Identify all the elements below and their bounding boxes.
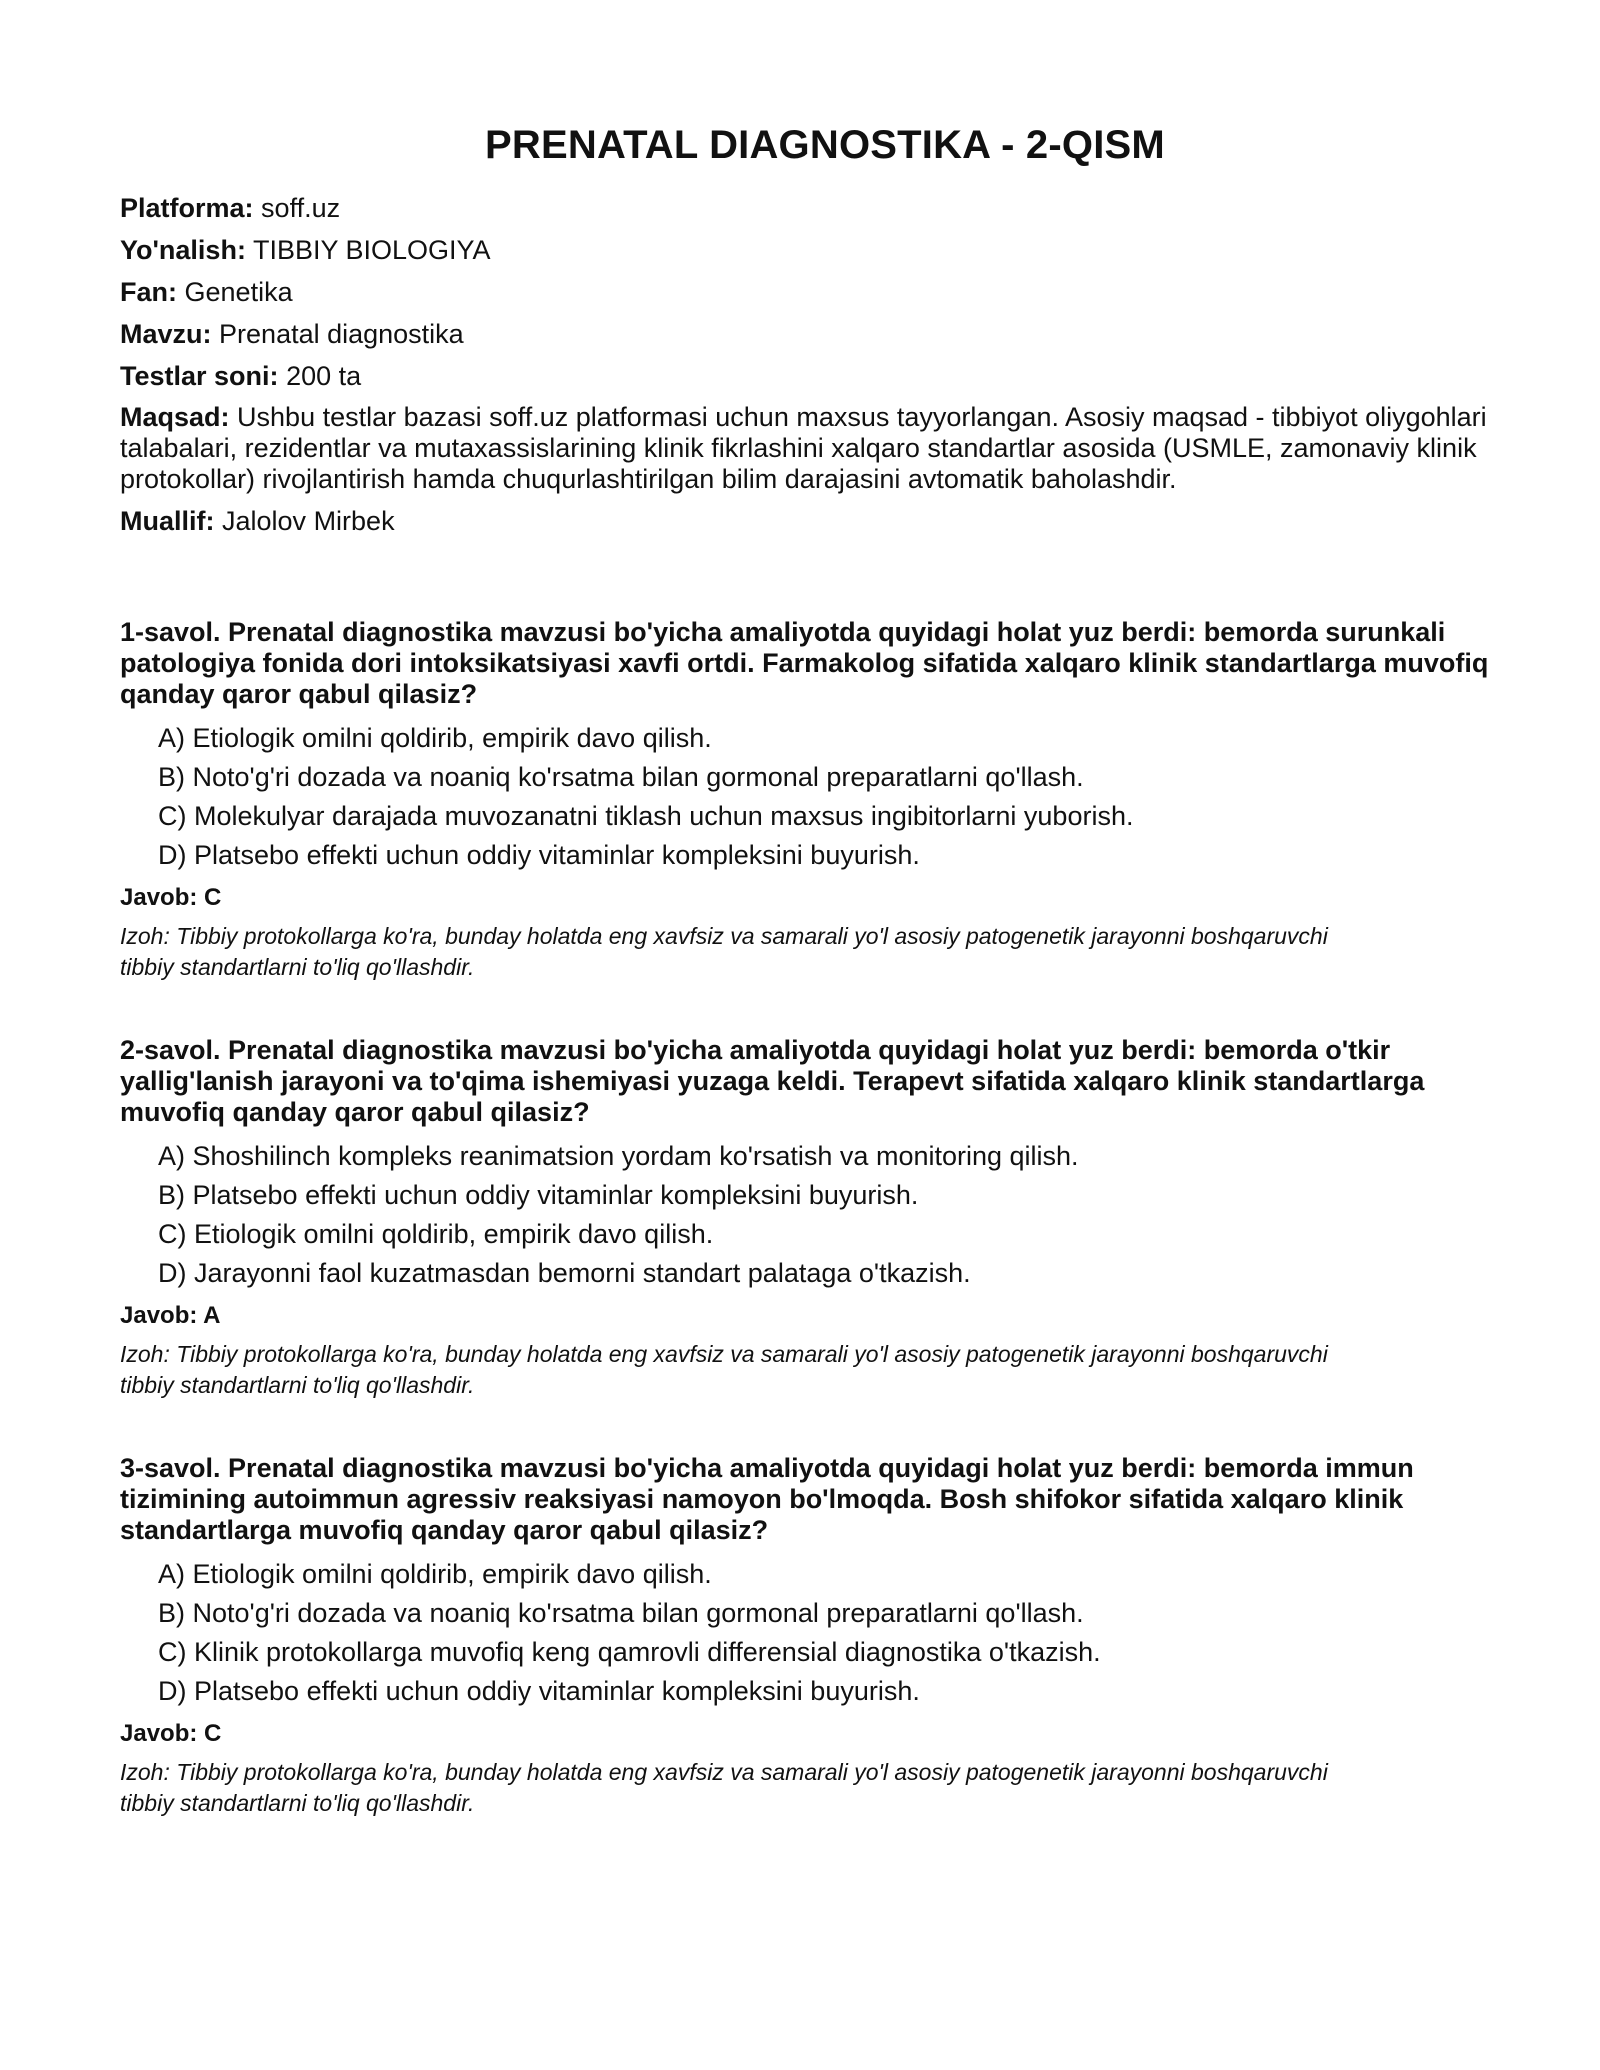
answer-value: A — [203, 1302, 221, 1329]
answer-label: Javob: — [120, 1720, 198, 1747]
question-1 — [120, 617, 1490, 983]
document-title: PRENATAL DIAGNOSTIKA - 2-QISM — [485, 123, 1165, 167]
document-page — [120, 120, 1490, 1871]
option-c: C) Etiologik omilni qoldirib, empirik davo qilish. — [158, 1219, 714, 1249]
meta-value: Ushbu testlar bazasi soff.uz platformasi uchun maxsus tayyorlangan. Asosiy maqsad - tibbiyot oliygohlari talabalari, rezidentlar va mutaxassislarining klinik fikrlashini xalqaro standartlar asosida (USMLE, zamonaviy klinik protokollar) rivojlantirish hamda chuqurlashtirilgan bilim darajasini avtomatik baholashdir. — [120, 402, 1487, 494]
questions-list — [120, 617, 1490, 1819]
meta-mavzu — [120, 318, 1490, 350]
option-a: A) Shoshilinch kompleks reanimatsion yordam ko'rsatish va monitoring qilish. — [158, 1141, 1079, 1171]
option-c: C) Klinik protokollarga muvofiq keng qamrovli differensial diagnostika o'tkazish. — [158, 1637, 1101, 1667]
meta-value: Prenatal diagnostika — [219, 319, 464, 349]
option-b: B) Noto'g'ri dozada va noaniq ko'rsatma bilan gormonal preparatlarni qo'llash. — [158, 1598, 1084, 1628]
meta-key: Yo'nalish: — [120, 235, 246, 265]
options-list — [120, 1558, 1490, 1707]
answer-value: C — [204, 1720, 222, 1747]
answer — [120, 883, 1490, 913]
meta-key: Mavzu: — [120, 319, 212, 349]
answer-value: C — [204, 884, 222, 911]
question-text: 1-savol. Prenatal diagnostika mavzusi bo'yicha amaliyotda quyidagi holat yuz berdi: bemorda surunkali patologiya fonida dori intoksikatsiyasi xavfi ortdi. Farmakolog sifatida xalqaro klinik standartlarga muvofiq qanday qaror qabul qilasiz? — [120, 617, 1489, 709]
meta-key: Muallif: — [120, 506, 215, 536]
meta-key: Maqsad: — [120, 402, 230, 432]
option-d: D) Platsebo effekti uchun oddiy vitaminlar kompleksini buyurish. — [158, 1676, 920, 1706]
answer — [120, 1719, 1490, 1749]
meta-testlar-soni — [120, 360, 1490, 392]
meta-value: soff.uz — [261, 193, 341, 223]
option-b: B) Platsebo effekti uchun oddiy vitaminlar kompleksini buyurish. — [158, 1180, 919, 1210]
meta-key: Testlar soni: — [120, 361, 279, 391]
option-a: A) Etiologik omilni qoldirib, empirik davo qilish. — [158, 1559, 712, 1589]
meta-key: Platforma: — [120, 193, 254, 223]
question-text: 2-savol. Prenatal diagnostika mavzusi bo'yicha amaliyotda quyidagi holat yuz berdi: bemorda o'tkir yallig'lanish jarayoni va to'qima ishemiyasi yuzaga keldi. Terapevt sifatida xalqaro klinik standartlarga muvofiq qanday qaror qabul qilasiz? — [120, 1035, 1425, 1127]
answer — [120, 1301, 1490, 1331]
metadata-section — [120, 192, 1490, 537]
explanation-note: Izoh: Tibbiy protokollarga ko'ra, bunday holatda eng xavfsiz va samarali yo'l asosiy patogenetik jarayonni boshqaruvchi tibbiy standartlarni to'liq qo'llashdir. — [120, 1759, 1328, 1816]
meta-value: 200 ta — [286, 361, 362, 391]
option-c: C) Molekulyar darajada muvozanatni tiklash uchun maxsus ingibitorlarni yuborish. — [158, 801, 1134, 831]
option-a: A) Etiologik omilni qoldirib, empirik davo qilish. — [158, 723, 712, 753]
question-2 — [120, 1035, 1490, 1401]
meta-value: TIBBIY BIOLOGIYA — [252, 235, 491, 265]
answer-label: Javob: — [120, 1302, 198, 1329]
question-text: 3-savol. Prenatal diagnostika mavzusi bo'yicha amaliyotda quyidagi holat yuz berdi: bemorda immun tizimining autoimmun agressiv reaksiyasi namoyon bo'lmoqda. Bosh shifokor sifatida xalqaro klinik standartlarga muvofiq qanday qaror qabul qilasiz? — [120, 1453, 1414, 1545]
option-d: D) Platsebo effekti uchun oddiy vitaminlar kompleksini buyurish. — [158, 840, 920, 870]
meta-key: Fan: — [120, 277, 177, 307]
options-list — [120, 1140, 1490, 1289]
meta-maqsad — [120, 402, 1490, 495]
option-d: D) Jarayonni faol kuzatmasdan bemorni standart palataga o'tkazish. — [158, 1258, 971, 1288]
question-3 — [120, 1453, 1490, 1819]
options-list — [120, 722, 1490, 871]
meta-value: Jalolov Mirbek — [222, 506, 395, 536]
meta-fan — [120, 276, 1490, 308]
option-b: B) Noto'g'ri dozada va noaniq ko'rsatma bilan gormonal preparatlarni qo'llash. — [158, 762, 1084, 792]
explanation-note: Izoh: Tibbiy protokollarga ko'ra, bunday holatda eng xavfsiz va samarali yo'l asosiy patogenetik jarayonni boshqaruvchi tibbiy standartlarni to'liq qo'llashdir. — [120, 1341, 1328, 1398]
meta-value: Genetika — [184, 277, 293, 307]
meta-platforma — [120, 192, 1490, 224]
answer-label: Javob: — [120, 884, 198, 911]
explanation-note: Izoh: Tibbiy protokollarga ko'ra, bunday holatda eng xavfsiz va samarali yo'l asosiy patogenetik jarayonni boshqaruvchi tibbiy standartlarni to'liq qo'llashdir. — [120, 923, 1328, 980]
meta-yonalish — [120, 234, 1490, 266]
meta-muallif — [120, 505, 1490, 537]
